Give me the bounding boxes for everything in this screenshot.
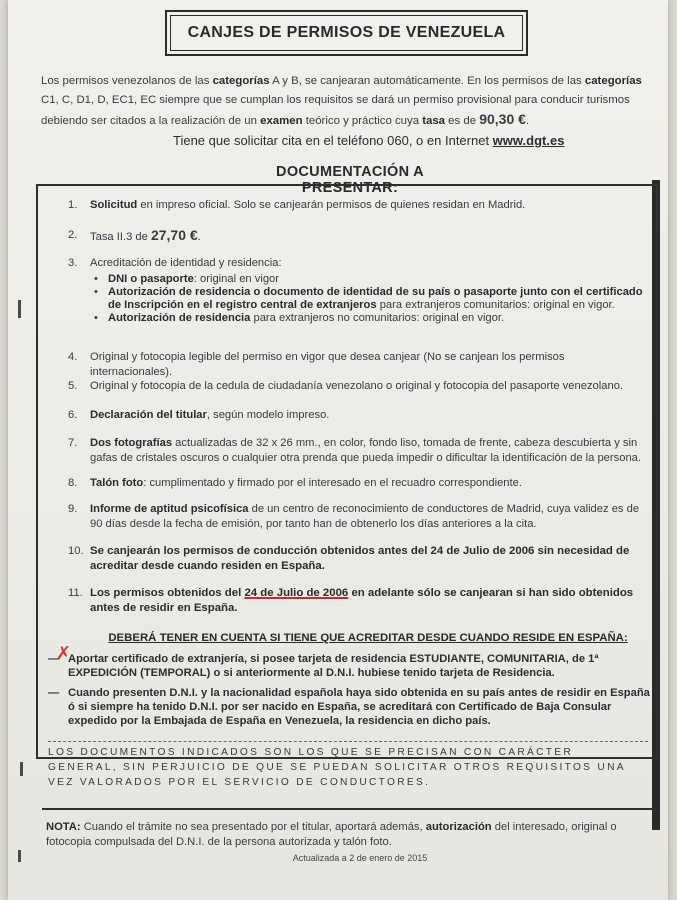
documentation-heading: DOCUMENTACIÓN A PRESENTAR: bbox=[276, 164, 424, 196]
nota-paragraph: NOTA: Cuando el trámite no sea presentado por el titular, aportará además, autorización del interesado, original o fotocopia compulsada del D.N.I. de la persona autorizada y talón foto. bbox=[46, 821, 617, 848]
intro-paragraph: Los permisos venezolanos de las categorías A y B, se canjearan automáticamente. En los permisos de las categorías C1, C, D1, D, EC1, EC siempre que se cumplan los requisitos se dará un permiso provisional para conducir turismos debiendo ser citados a la realización de un examen teórico y práctico cuya tasa es de 90,30 €. bbox=[41, 75, 642, 127]
highlighted-date: 24 de Julio de 2006 bbox=[244, 587, 349, 599]
scan-mark bbox=[20, 762, 23, 776]
identity-bullets bbox=[90, 273, 645, 325]
handwritten-x-icon: ✗ bbox=[56, 643, 72, 663]
residence-notes bbox=[48, 643, 652, 734]
page-title: CANJES DE PERMISOS DE VENEZUELA bbox=[170, 15, 523, 51]
scan-mark bbox=[18, 850, 21, 862]
dash-icon: — bbox=[48, 687, 60, 699]
appointment-line: Tiene que solicitar cita en el teléfono 060, o en Internet www.dgt.es bbox=[173, 133, 565, 148]
title-box bbox=[165, 10, 528, 56]
note-item: — Cuando presenten D.N.I. y la nacionalidad española haya sido obtenida en su país antes de residir en España ó si siempre ha tenido D.N.I. por ser nacido en España, se acreditará con Certificado de Baja Consular expedido por la Embajada de España en Venezuela, la residencia en dicho país. bbox=[48, 687, 650, 727]
note-item: ✗ — Aportar certificado de extranjería, si posee tarjeta de residencia ESTUDIANTE, COMUNITARIA, de 1ª EXPEDICIÓN (TEMPORAL) o si anteriormente al D.N.I. hubiese tenido tarjeta de Residencia. bbox=[48, 643, 599, 679]
documentation-box: 1. Solicitud en impreso oficial. Solo se canjearán permisos de quienes residan en Madrid. 2. Tasa II.3 de 27,70 €. 3. Acreditación de identidad y residencia: • DNI o pasaporte: original en vigor • Autorización de residencia o documento de identidad de su país o pasaporte junto con el certificado de Inscripción en el registro central de extranjeros para extranjeros comunitarios: original en vigor. • Autorización de residencia para extranjeros no comunitarios: original en vigor. 4. Original y fotocopia legible del permiso en vigor que desea canjear (No se canjean los permisos internacionales). 5. Original y fotocopia de la cedula de ciudadanía venezolano o original y fotocopia del pasaporte venezolano. 6. Declaración del titular, según modelo impreso. 7. Dos fotografías actualizadas de 32 x 26 mm., en color, fondo liso, tomada de frente, cabeza descubierta y sin gafas de cristales oscuros o cualquier otra prenda que pueda impedir o dificultar la identificación de la persona. 8. Talón foto: cumplimentado y firmado por el interesado en el recuadro correspondiente. 9. Informe de aptitud psicofísica de un centro de reconocimiento de conductores de Madrid, cuya validez es de 90 días desde la fecha de emisión, por tanto han de obtenerlo los días anteriores a la cita. 10. Se canjearán los permisos de conducción obtenidos antes del 24 de Julio de 2006 sin necesidad de acreditar desde cuando residen en España. 11. Los permisos obtenidos del 24 de Julio de 2006 en adelante sólo se canjearan si han sido obtenidos antes de residir en España. DEBERÁ TENER EN CUENTA SI TIENE QUE ACREDITAR DESDE CUANDO RESIDE EN ESPAÑA: ✗ — Aportar certificado de extranjería, si posee tarjeta de residencia ESTUDIANTE, COMUNITARIA, de 1ª EXPEDICIÓN (TEMPORAL) o si anteriormente al D.N.I. hubiese tenido tarjeta de Residencia. — Cuando presenten D.N.I. y la nacionalidad española haya sido obtenida en su país antes de residir en España ó si siempre ha tenido D.N.I. por ser nacido en España, se acreditará con Certificado de Baja Consular expedido por la Embajada de España en Venezuela, la residencia en dicho país. LOS DOCUMENTOS INDICADOS SON LOS QUE SE PRECISAN CON CARÁCTER GENERAL, SIN PERJUICIO DE QUE SE PUEDAN SOLICITAR OTROS REQUISITOS UNA VEZ VALORADOS POR EL SERVICIO DE CONDUCTORES. bbox=[36, 184, 658, 759]
document-page bbox=[8, 0, 668, 900]
dash-icon: — bbox=[48, 653, 60, 665]
dgt-website-link[interactable]: www.dgt.es bbox=[492, 133, 565, 148]
fee-amount: 27,70 € bbox=[150, 227, 198, 243]
bullet-item: • Autorización de residencia o documento de identidad de su país o pasaporte junto con el certificado de Inscripción en el registro central de extranjeros para extranjeros comunitarios: original en vigor. bbox=[108, 286, 645, 312]
general-requirements-notice: LOS DOCUMENTOS INDICADOS SON LOS QUE SE PRECISAN CON CARÁCTER GENERAL, SIN PERJUICIO DE QUE SE PUEDAN SOLICITAR OTROS REQUISITOS UNA VEZ VALORADOS POR EL SERVICIO DE CONDUCTORES. bbox=[48, 747, 626, 788]
bottom-rule bbox=[42, 808, 654, 810]
updated-date: Actualizada a 2 de enero de 2015 bbox=[292, 853, 428, 863]
box-divider bbox=[48, 741, 648, 742]
bullet-item: • Autorización de residencia para extranjeros no comunitarios: original en vigor. bbox=[108, 312, 645, 325]
bullet-item: • DNI o pasaporte: original en vigor bbox=[108, 273, 645, 286]
residence-notice-heading: DEBERÁ TENER EN CUENTA SI TIENE QUE ACREDITAR DESDE CUANDO RESIDE EN ESPAÑA: bbox=[108, 632, 628, 644]
exam-fee: 90,30 € bbox=[479, 111, 526, 127]
scan-mark bbox=[18, 300, 21, 318]
